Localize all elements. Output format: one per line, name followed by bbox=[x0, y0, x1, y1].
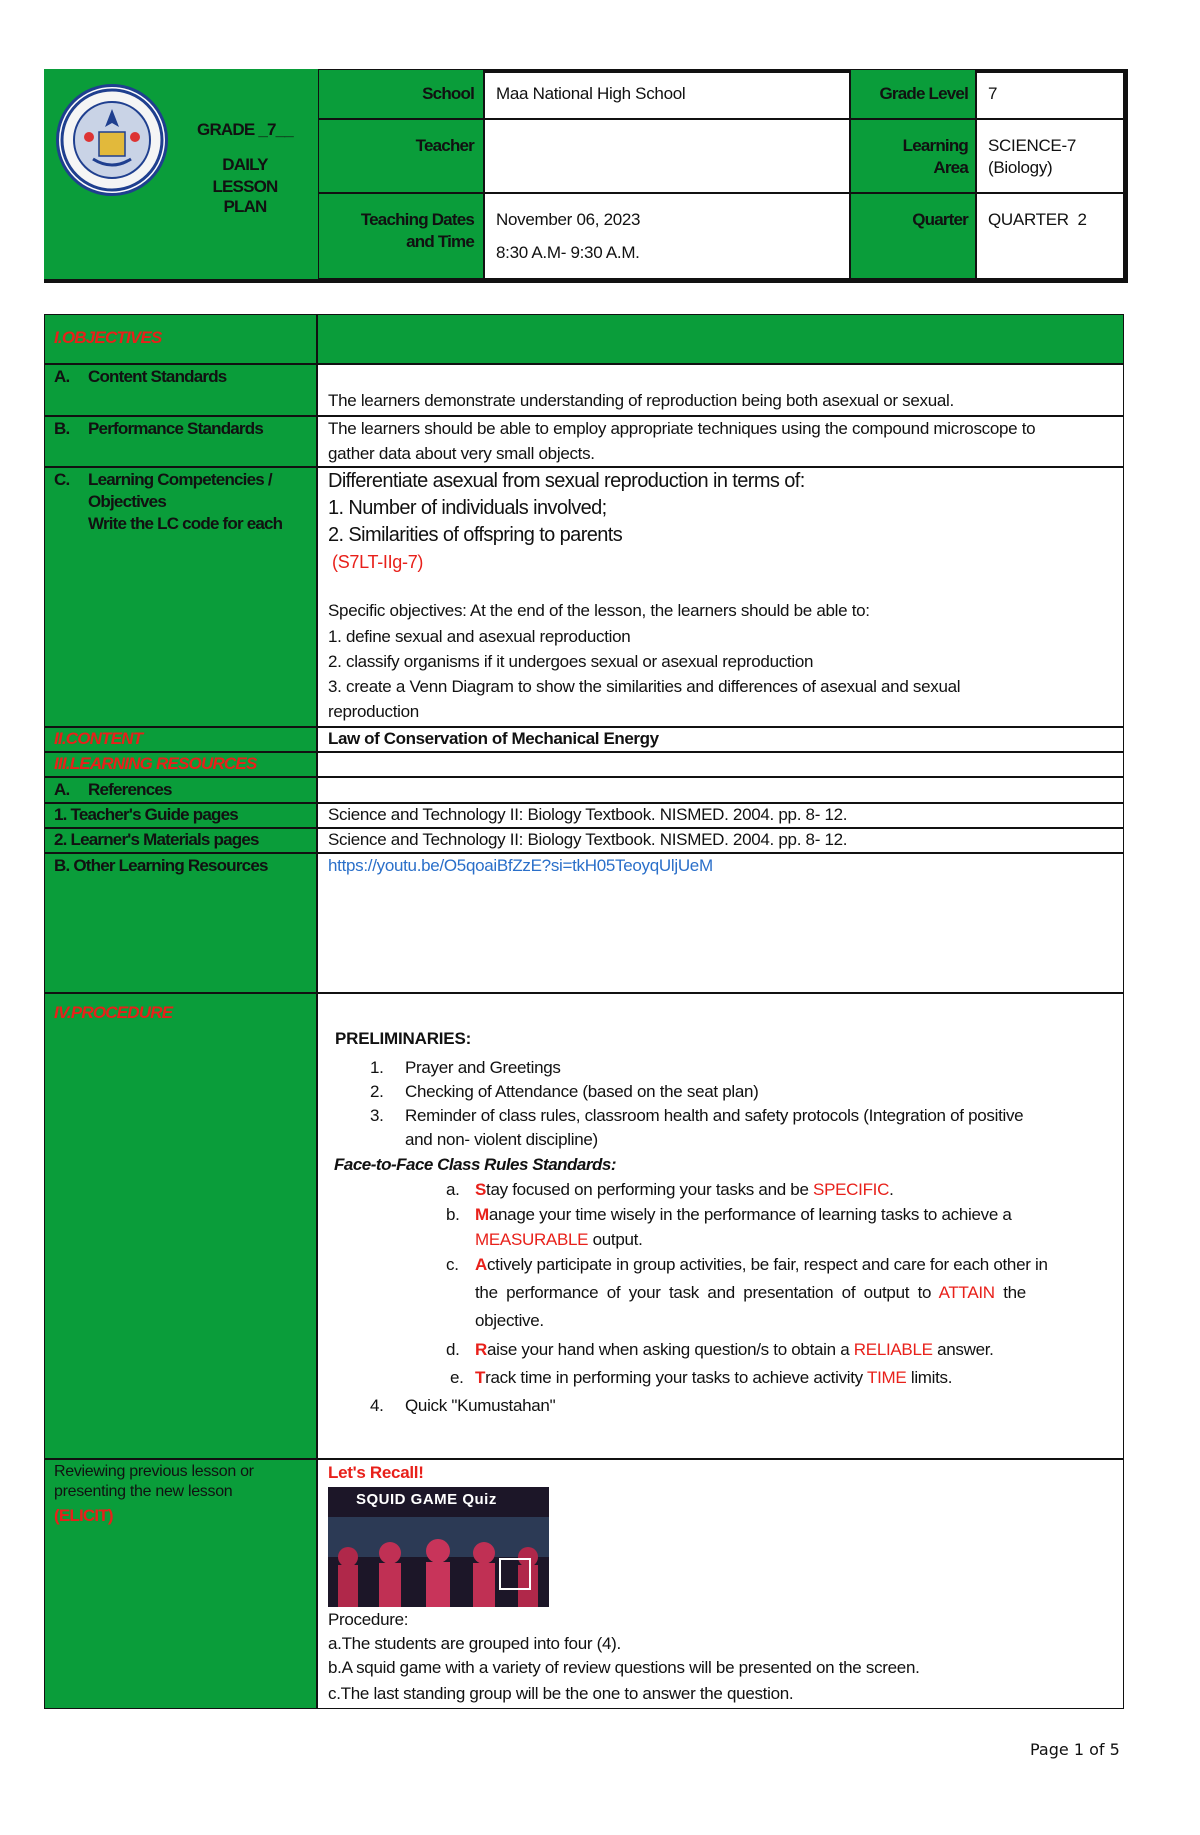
learning-area-label-1: Learning bbox=[902, 136, 968, 155]
prelim-item-3a: Reminder of class rules, classroom health and safety protocols (Integration of positive bbox=[405, 1106, 1024, 1125]
competencies-label-cell bbox=[44, 467, 317, 727]
rule-a: Stay focused on performing your tasks and be SPECIFIC. bbox=[475, 1180, 894, 1199]
rule-e bbox=[475, 1368, 952, 1388]
rule-b-line1 bbox=[475, 1205, 1105, 1225]
competency-line-1: Differentiate asexual from sexual reproduction in terms of: bbox=[328, 470, 805, 492]
rule-c-text2: the performance of your task and presentation of output to bbox=[475, 1283, 939, 1302]
performance-standards-value-2: gather data about very small objects. bbox=[328, 444, 595, 463]
performance-standards-label: Performance Standards bbox=[88, 419, 263, 438]
competency-line-2: 1. Number of individuals involved; bbox=[328, 497, 607, 519]
procedure-heading: IV.PROCEDURE bbox=[54, 1003, 173, 1022]
quarter-label: Quarter bbox=[912, 210, 968, 229]
objectives-heading-right-cell bbox=[317, 314, 1124, 364]
quarter-label-cell bbox=[850, 193, 976, 279]
rule-d bbox=[475, 1340, 994, 1360]
lm-label: 2. Learner's Materials pages bbox=[54, 830, 259, 849]
lesson-plan-label: LESSON PLAN bbox=[212, 177, 278, 216]
resources-heading: III.LEARNING RESOURCES bbox=[54, 754, 257, 773]
prelim-item-2: Checking of Attendance (based on the seat plan) bbox=[405, 1082, 759, 1101]
preliminaries-title: PRELIMINARIES: bbox=[335, 1029, 472, 1048]
rule-a-letter: S bbox=[475, 1180, 487, 1199]
references-letter: A. bbox=[54, 780, 70, 799]
prelim-num-4: 4. bbox=[370, 1396, 384, 1415]
rule-b-key: MEASURABLE bbox=[475, 1230, 589, 1249]
quarter-value: QUARTER 2 bbox=[988, 210, 1087, 229]
prelim-item-4: Quick "Kumustahan" bbox=[405, 1396, 556, 1415]
competencies-label-1: Learning Competencies / bbox=[88, 470, 272, 489]
performance-standards-letter: B. bbox=[54, 419, 70, 438]
review-title: Let's Recall! bbox=[328, 1463, 424, 1482]
competency-code: (S7LT-IIg-7) bbox=[332, 552, 424, 572]
rule-a-text: tay focused on performing your tasks and be bbox=[486, 1180, 814, 1199]
rule-d-marker: d. bbox=[446, 1340, 460, 1359]
learning-area-value-2: (Biology) bbox=[988, 158, 1053, 177]
specific-objective-2: 2. classify organisms if it undergoes sexual or asexual reproduction bbox=[328, 652, 814, 671]
content-standards-value: The learners demonstrate understanding of reproduction being both asexual or sexual. bbox=[328, 391, 954, 410]
review-label-1: Reviewing previous lesson or bbox=[54, 1463, 254, 1480]
prelim-num-2: 2. bbox=[370, 1082, 384, 1101]
lm-value: Science and Technology II: Biology Textbook. NISMED. 2004. pp. 8- 12. bbox=[328, 830, 848, 849]
prelim-num-1: 1. bbox=[370, 1058, 384, 1077]
rule-c-line1 bbox=[475, 1255, 1105, 1275]
dates-label-1: Teaching Dates bbox=[360, 210, 474, 229]
grade-level-value: 7 bbox=[988, 84, 998, 103]
content-standards-label: Content Standards bbox=[88, 367, 227, 386]
objectives-heading: I.OBJECTIVES bbox=[54, 328, 162, 347]
competencies-letter: C. bbox=[54, 470, 70, 489]
deped-seal-icon bbox=[56, 84, 168, 196]
rule-b-letter: M bbox=[475, 1205, 489, 1224]
quarter-value-cell bbox=[976, 193, 1124, 279]
rule-e-key: TIME bbox=[867, 1368, 907, 1387]
performance-standards-value-1: The learners should be able to employ appropriate techniques using the compound microscope to bbox=[328, 419, 1036, 438]
school-value: Maa National High School bbox=[496, 84, 686, 103]
resources-heading-right-cell bbox=[317, 752, 1124, 777]
learning-area-label-2: Area bbox=[933, 158, 968, 177]
teacher-label-cell bbox=[318, 119, 484, 193]
references-value-cell bbox=[317, 777, 1124, 803]
learning-area-value-cell bbox=[976, 119, 1124, 193]
squid-game-image bbox=[328, 1487, 549, 1607]
rule-c-line2 bbox=[475, 1283, 1026, 1303]
learning-area-label-cell bbox=[850, 119, 976, 193]
rule-c-line3: objective. bbox=[475, 1311, 544, 1330]
rule-d-text: aise your hand when asking question/s to obtain a bbox=[486, 1340, 854, 1359]
rule-d-letter: R bbox=[475, 1340, 487, 1359]
specific-objective-3b: reproduction bbox=[328, 702, 419, 721]
rule-c-key: ATTAIN bbox=[938, 1283, 995, 1302]
teacher-label: Teacher bbox=[415, 136, 474, 155]
rule-e-letter: T bbox=[475, 1368, 486, 1387]
specific-objective-1: 1. define sexual and asexual reproduction bbox=[328, 627, 631, 646]
review-step-b: b.A squid game with a variety of review questions will be presented on the screen. bbox=[328, 1658, 920, 1677]
rule-e-marker: e. bbox=[450, 1368, 464, 1387]
references-label: References bbox=[88, 780, 172, 799]
content-standards-letter: A. bbox=[54, 367, 70, 386]
competencies-label-3: Write the LC code for each bbox=[88, 514, 283, 533]
learning-area-value-1: SCIENCE-7 bbox=[988, 136, 1076, 155]
dates-value-cell bbox=[484, 193, 850, 279]
rules-title: Face-to-Face Class Rules Standards: bbox=[334, 1155, 616, 1174]
rule-e-tail: limits. bbox=[906, 1368, 953, 1387]
grade-level-value-cell bbox=[976, 69, 1124, 119]
rule-c-tail: the bbox=[994, 1283, 1026, 1302]
review-step-a: a.The students are grouped into four (4). bbox=[328, 1634, 621, 1653]
rule-c-marker: c. bbox=[446, 1255, 459, 1274]
rule-c-text1: ctively participate in group activities, be fair, respect and care for each other in bbox=[486, 1255, 1048, 1274]
rule-d-tail: answer. bbox=[932, 1340, 994, 1359]
prelim-item-3b: and non- violent discipline) bbox=[405, 1130, 598, 1149]
rule-e-text: rack time in performing your tasks to achieve activity bbox=[485, 1368, 867, 1387]
review-proc-title: Procedure: bbox=[328, 1610, 409, 1629]
other-resources-link[interactable]: https://youtu.be/O5qoaiBfZzE?si=tkH05TeoyqUljUeM bbox=[328, 856, 713, 875]
time-value: 8:30 A.M- 9:30 A.M. bbox=[496, 243, 640, 262]
tg-label: 1. Teacher's Guide pages bbox=[54, 805, 238, 824]
competencies-label-2: Objectives bbox=[88, 492, 166, 511]
other-resources-label: B. Other Learning Resources bbox=[54, 856, 268, 875]
daily-label: DAILY bbox=[222, 155, 268, 174]
competency-line-3: 2. Similarities of offspring to parents bbox=[328, 524, 623, 546]
rule-a-key: SPECIFIC bbox=[813, 1180, 890, 1199]
school-label: School bbox=[422, 84, 474, 103]
procedure-heading-cell bbox=[44, 993, 317, 1459]
specific-objectives-intro: Specific objectives: At the end of the lesson, the learners should be able to: bbox=[328, 601, 870, 620]
date-value: November 06, 2023 bbox=[496, 210, 641, 229]
review-label-3: (ELICIT) bbox=[54, 1506, 113, 1525]
page-number: Page 1 of 5 bbox=[1030, 1740, 1120, 1759]
prelim-item-1: Prayer and Greetings bbox=[405, 1058, 561, 1077]
rule-b-marker: b. bbox=[446, 1205, 460, 1224]
grade-line: GRADE _7__ bbox=[197, 120, 293, 139]
rule-c-letter: A bbox=[475, 1255, 487, 1274]
specific-objective-3a: 3. create a Venn Diagram to show the similarities and differences of asexual and sexual bbox=[328, 677, 961, 696]
rule-b-text: anage your time wisely in the performance of learning tasks to achieve a bbox=[488, 1205, 1012, 1224]
review-label-2: presenting the new lesson bbox=[54, 1483, 233, 1500]
dates-label-2: and Time bbox=[406, 232, 474, 251]
review-step-c: c.The last standing group will be the one to answer the question. bbox=[328, 1684, 794, 1703]
references-label-cell bbox=[44, 777, 317, 803]
tg-value: Science and Technology II: Biology Textbook. NISMED. 2004. pp. 8- 12. bbox=[328, 805, 848, 824]
grade-level-label: Grade Level bbox=[879, 84, 968, 103]
squid-game-caption: SQUID GAME Quiz bbox=[356, 1491, 497, 1508]
rule-b-line2 bbox=[475, 1230, 643, 1250]
content-heading: II.CONTENT bbox=[54, 729, 143, 748]
rule-d-key: RELIABLE bbox=[853, 1340, 933, 1359]
teacher-value-cell bbox=[484, 119, 850, 193]
prelim-num-3: 3. bbox=[370, 1106, 384, 1125]
rule-b-tail: output. bbox=[588, 1230, 643, 1249]
content-value: Law of Conservation of Mechanical Energy bbox=[328, 729, 659, 748]
rule-a-marker: a. bbox=[446, 1180, 460, 1199]
